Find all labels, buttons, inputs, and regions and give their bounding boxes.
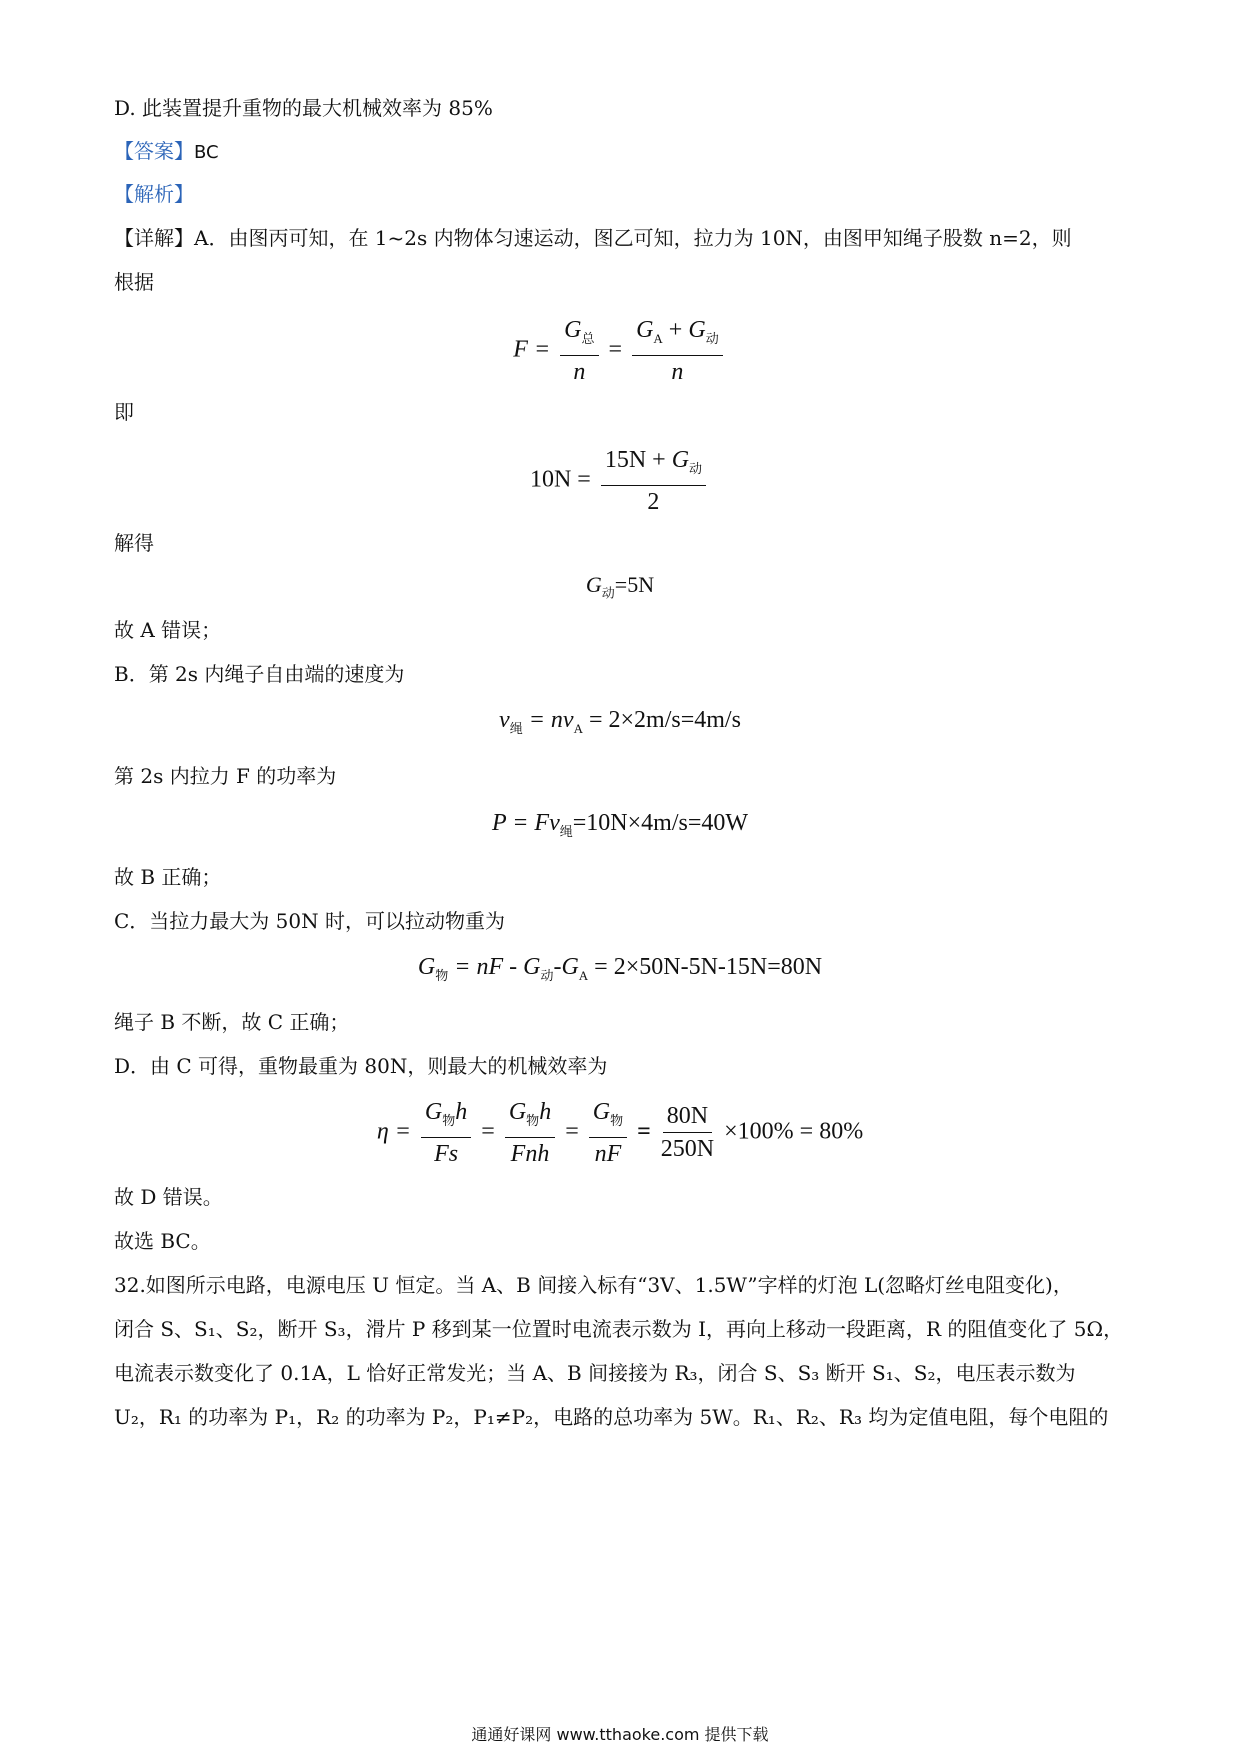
fraction-g-over-nf: $\frac{G_物}{nF}$ xyxy=(589,1098,627,1168)
page-footer: 通通好课网 www.tthaoke.com 提供下载 xyxy=(471,1725,769,1744)
b-intro-line: B．第 2s 内绳子自由端的速度为 xyxy=(114,662,405,686)
fraction-80-over-250: $\frac{80N}{250N}$ xyxy=(660,1103,715,1163)
a-wrong-line: 故 A 错误； xyxy=(114,618,222,642)
d-intro-line: D．由 C 可得，重物最重为 80N，则最大的机械效率为 xyxy=(114,1054,608,1078)
c-right-line: 绳子 B 不断，故 C 正确； xyxy=(114,1010,350,1034)
formula-force: F = $\frac{G_总}{n}$ = $\frac{G_A + G_动}{n}$ xyxy=(0,316,1240,386)
formula-gd: $G_动=5N$ xyxy=(585,572,655,601)
fraction-gh-over-fs: $\frac{G_物h}{Fs}$ xyxy=(421,1098,471,1168)
option-d-line: D. 此装置提升重物的最大机械效率为 85% xyxy=(114,96,493,120)
d-wrong-line: 故 D 错误。 xyxy=(114,1185,223,1209)
formula-10n: 10N = $\frac{15N + G_动}{2}$ xyxy=(0,446,1240,516)
jiede-line: 解得 xyxy=(114,531,154,555)
answer-line xyxy=(114,137,219,167)
question-32-line-1: 32.如图所示电路，电源电压 U 恒定。当 A、B 间接入标有“3V、1.5W”字样的灯泡 L(忽略灯丝电阻变化)， xyxy=(114,1273,1073,1297)
choose-line: 故选 BC。 xyxy=(114,1229,211,1253)
formula-velocity: $v_绳 = nv_A = 2\times 2m/s=4m/s$ xyxy=(499,707,741,736)
detail-line-1: 【详解】A．由图丙可知，在 1~2s 内物体匀速运动，图乙可知，拉力为 10N，由图甲知绳子股数 n=2，则 xyxy=(114,226,1072,250)
question-32-line-4: U₂，R₁ 的功率为 P₁，R₂ 的功率为 P₂，P₁≠P₂，电路的总功率为 5W。R₁、R₂、R₃ 均为定值电阻，每个电阻的 xyxy=(114,1405,1109,1429)
answer-value: BC xyxy=(194,142,219,163)
question-32-line-3: 电流表示数变化了 0.1A，L 恰好正常发光；当 A、B 间接接为 R₃，闭合 S、S₃ 断开 S₁、S₂，电压表示数为 xyxy=(114,1361,1076,1385)
b-power-intro-line: 第 2s 内拉力 F 的功率为 xyxy=(114,764,337,788)
analysis-label: 【解析】 xyxy=(114,182,194,206)
fraction-gh-over-fnh: $\frac{G_物h}{\text{Fnh}}$ xyxy=(505,1098,555,1168)
formula-efficiency: η = $\frac{G_物h}{Fs}$ = $\frac{G_物h}{\text{Fnh}}$ = $\frac{G_物}{nF}$ = $\frac{80N}{250N}$ ×100% = 80% xyxy=(376,1099,864,1167)
formula-power: $P = Fv_绳=10N\times 4m/s=40W$ xyxy=(491,810,749,839)
formula-gwu: $G_物$ = nF - $G_动-G_A = 2\times 50N-5N-15N=80N$ xyxy=(417,954,823,983)
answer-label: 【答案】 xyxy=(114,139,194,163)
fraction-15n-plus-gd-over-2: $\frac{15N + G_动}{2}$ xyxy=(601,446,706,516)
fraction-gtotal-over-n: $\frac{G_总}{n}$ xyxy=(560,316,598,386)
question-32-line-2: 闭合 S、S₁、S₂，断开 S₃，滑片 P 移到某一位置时电流表示数为 I，再向上移动一段距离，R 的阻值变化了 5Ω， xyxy=(114,1317,1124,1341)
b-right-line: 故 B 正确； xyxy=(114,865,222,889)
c-intro-line: C．当拉力最大为 50N 时，可以拉动物重为 xyxy=(114,909,505,933)
fraction-ga-plus-gd-over-n: $\frac{G_A + G_动}{n}$ xyxy=(632,316,723,386)
ji-line: 即 xyxy=(114,400,134,424)
detail-line-2: 根据 xyxy=(114,270,154,294)
